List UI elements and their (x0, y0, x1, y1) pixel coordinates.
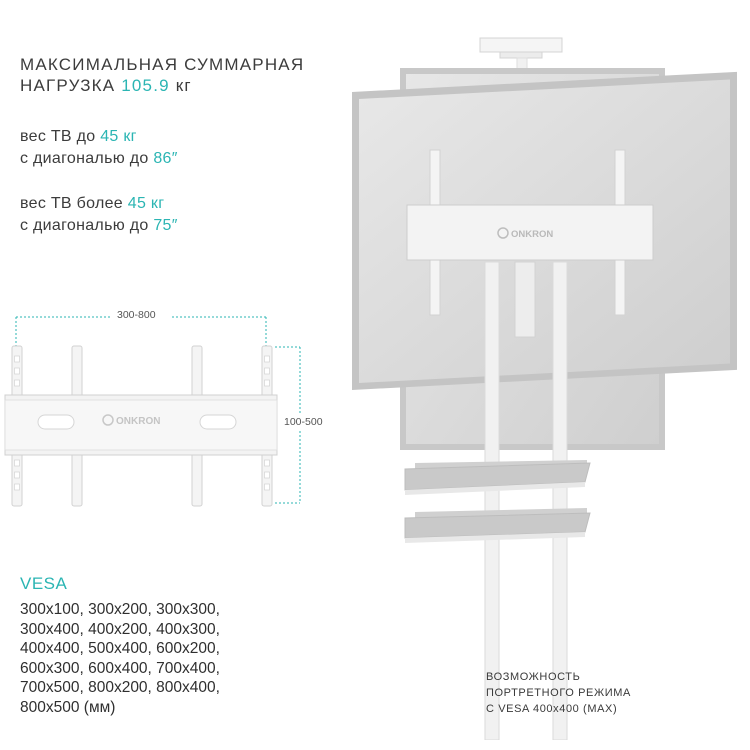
max-load-line-1: МАКСИМАЛЬНАЯ СУММАРНАЯ (20, 55, 305, 74)
portrait-line: С VESA 400x400 (MAX) (486, 703, 618, 715)
spec-a-diagonal: 86″ (153, 150, 178, 167)
vesa-line: 800x500 (мм) (20, 698, 116, 716)
vesa-sizes-list (20, 600, 220, 718)
tv-stand-illustration (345, 30, 750, 740)
lower-shelf (405, 508, 590, 543)
vesa-line: 400x400, 500x400, 600x200, (20, 640, 220, 658)
bracket-diagram (0, 300, 340, 515)
portrait-line: ПОРТРЕТНОГО РЕЖИМА (486, 687, 631, 699)
spec-b-weight: 45 кг (127, 195, 165, 212)
portrait-line: ВОЗМОЖНОСТЬ (486, 671, 581, 683)
spec-over-45kg: вес ТВ более 45 кг с диагональю до 75″ (20, 195, 178, 234)
svg-text:ONKRON: ONKRON (116, 416, 161, 427)
vesa-line: 300x100, 300x200, 300x300, (20, 601, 220, 618)
height-dimension-label: 100-500 (284, 416, 323, 428)
width-dimension-label: 300-800 (117, 309, 156, 321)
vesa-title: VESA (20, 574, 68, 593)
spec-b-diagonal: 75″ (153, 217, 178, 234)
spec-up-to-45kg: вес ТВ до 45 кг с диагональю до 86″ (20, 128, 178, 167)
camera-shelf (480, 38, 562, 52)
max-load-value: 105.9 (121, 76, 170, 95)
max-load-line-2: НАГРУЗКА 105.9 кг (20, 76, 192, 95)
max-load-heading (20, 54, 304, 96)
vesa-line: 300x400, 400x200, 400x300, (20, 620, 220, 638)
vesa-line: 700x500, 800x200, 800x400, (20, 679, 220, 697)
vesa-line: 600x300, 600x400, 700x400, (20, 659, 220, 677)
spec-a-weight: 45 кг (100, 128, 137, 145)
svg-text:ONKRON: ONKRON (511, 229, 554, 240)
portrait-mode-note (486, 669, 631, 717)
